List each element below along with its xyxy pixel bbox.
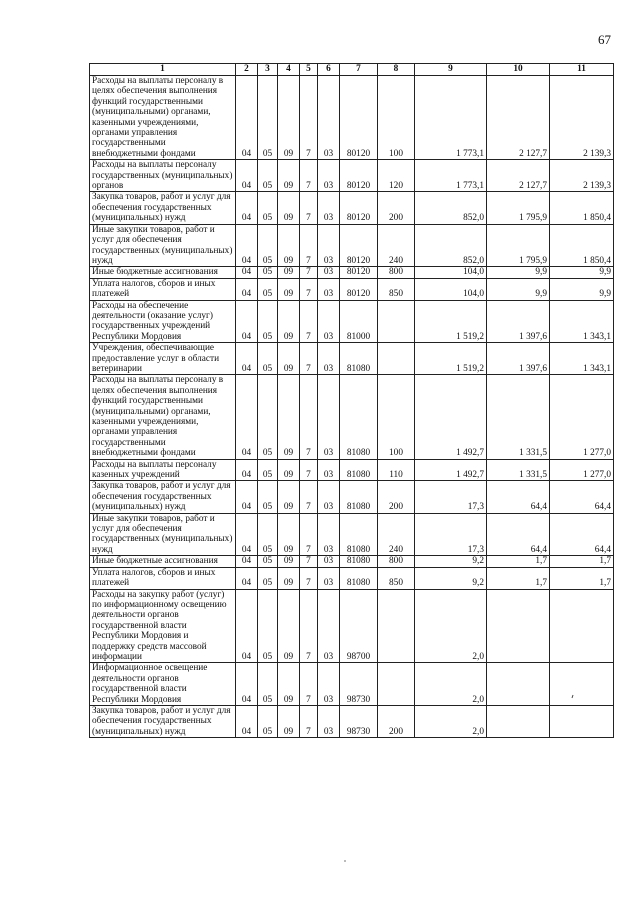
row-value-cell: 64,4 <box>487 481 550 513</box>
row-value-cell: 03 <box>318 224 340 267</box>
row-value-cell: 03 <box>318 705 340 737</box>
row-value-cell: 100 <box>378 375 415 459</box>
row-value-cell: 1 773,1 <box>415 160 487 192</box>
row-value-cell: 1 519,2 <box>415 300 487 343</box>
row-value-cell: 104,0 <box>415 278 487 300</box>
row-value-cell: 04 <box>236 567 258 589</box>
row-value-cell: 05 <box>258 589 278 663</box>
row-value-cell: 09 <box>278 481 300 513</box>
row-value-cell: 9,9 <box>550 278 614 300</box>
row-value-cell: 03 <box>318 513 340 556</box>
row-value-cell: 81000 <box>340 300 378 343</box>
row-value-cell: 05 <box>258 300 278 343</box>
page-number: 67 <box>598 32 611 47</box>
row-value-cell: 09 <box>278 513 300 556</box>
row-value-cell: 80120 <box>340 224 378 267</box>
row-value-cell: 04 <box>236 278 258 300</box>
row-value-cell: 7 <box>300 192 318 224</box>
row-value-cell: 98730 <box>340 705 378 737</box>
row-value-cell: 7 <box>300 567 318 589</box>
row-value-cell: 850 <box>378 278 415 300</box>
row-value-cell: 03 <box>318 481 340 513</box>
row-value-cell: 09 <box>278 76 300 160</box>
row-value-cell: 1 277,0 <box>550 459 614 481</box>
row-value-cell: 05 <box>258 278 278 300</box>
row-value-cell: 05 <box>258 160 278 192</box>
row-value-cell: 04 <box>236 192 258 224</box>
column-header: 5 <box>300 64 318 76</box>
row-value-cell: 05 <box>258 375 278 459</box>
row-value-cell: 03 <box>318 567 340 589</box>
row-value-cell: 104,0 <box>415 267 487 278</box>
row-value-cell: 2 127,7 <box>487 76 550 160</box>
row-value-cell: 7 <box>300 267 318 278</box>
row-value-cell: 03 <box>318 192 340 224</box>
column-header: 8 <box>378 64 415 76</box>
row-value-cell: 03 <box>318 343 340 375</box>
row-value-cell: 7 <box>300 375 318 459</box>
row-value-cell: 1 795,9 <box>487 192 550 224</box>
row-value-cell: 05 <box>258 567 278 589</box>
row-value-cell: 240 <box>378 513 415 556</box>
row-label-cell: Информационное освещение деятельности органов государственной власти Республики Мордовия <box>90 663 236 706</box>
row-value-cell: 04 <box>236 481 258 513</box>
row-value-cell: 81080 <box>340 481 378 513</box>
row-value-cell: 1 519,2 <box>415 343 487 375</box>
row-label-cell: Расходы на закупку работ (услуг) по информационному освещению деятельности органов государственной власти Республики Мордовия и поддержку средств массовой информации <box>90 589 236 663</box>
row-value-cell: 7 <box>300 160 318 192</box>
row-value-cell: 81080 <box>340 556 378 567</box>
row-value-cell: 9,2 <box>415 567 487 589</box>
row-value-cell: 80120 <box>340 160 378 192</box>
column-header: 6 <box>318 64 340 76</box>
row-value-cell: 80120 <box>340 192 378 224</box>
row-value-cell: 7 <box>300 224 318 267</box>
row-value-cell: 09 <box>278 224 300 267</box>
row-value-cell: 1 492,7 <box>415 459 487 481</box>
column-header: 7 <box>340 64 378 76</box>
row-value-cell: 05 <box>258 267 278 278</box>
row-value-cell: 05 <box>258 343 278 375</box>
row-value-cell: 05 <box>258 556 278 567</box>
row-value-cell: 05 <box>258 481 278 513</box>
row-value-cell: 17,3 <box>415 481 487 513</box>
row-value-cell: 05 <box>258 192 278 224</box>
stray-mark <box>572 695 573 698</box>
row-value-cell: 09 <box>278 589 300 663</box>
row-value-cell: 09 <box>278 375 300 459</box>
column-header: 10 <box>487 64 550 76</box>
row-value-cell: 1 397,6 <box>487 343 550 375</box>
row-value-cell: 7 <box>300 705 318 737</box>
row-value-cell: 09 <box>278 267 300 278</box>
row-value-cell: 1 343,1 <box>550 343 614 375</box>
row-value-cell: 200 <box>378 192 415 224</box>
row-value-cell: 09 <box>278 343 300 375</box>
column-header: 3 <box>258 64 278 76</box>
row-value-cell: 1 343,1 <box>550 300 614 343</box>
row-value-cell: 2 127,7 <box>487 160 550 192</box>
row-label-cell: Уплата налогов, сборов и иных платежей <box>90 567 236 589</box>
row-value-cell: 1 850,4 <box>550 224 614 267</box>
row-value-cell: 1 773,1 <box>415 76 487 160</box>
row-value-cell: 03 <box>318 76 340 160</box>
row-value-cell: 05 <box>258 705 278 737</box>
row-value-cell: 852,0 <box>415 192 487 224</box>
row-value-cell: 850 <box>378 567 415 589</box>
row-value-cell: 04 <box>236 663 258 706</box>
row-label-cell: Иные бюджетные ассигнования <box>90 267 236 278</box>
column-header: 9 <box>415 64 487 76</box>
row-value-cell: 04 <box>236 705 258 737</box>
row-value-cell: 200 <box>378 481 415 513</box>
row-value-cell: 09 <box>278 663 300 706</box>
row-value-cell: 04 <box>236 160 258 192</box>
row-value-cell: 7 <box>300 459 318 481</box>
row-value-cell: 80120 <box>340 278 378 300</box>
row-value-cell: 9,9 <box>487 278 550 300</box>
row-value-cell: 03 <box>318 663 340 706</box>
row-value-cell: 2,0 <box>415 589 487 663</box>
row-label-cell: Расходы на выплаты персоналу в целях обеспечения выполнения функций государственными (муниципальными) органами, казенными учреждениями, органами управления государственными внебюджетными фондами <box>90 76 236 160</box>
row-value-cell: 1 492,7 <box>415 375 487 459</box>
row-value-cell: 7 <box>300 663 318 706</box>
row-value-cell: 05 <box>258 76 278 160</box>
row-value-cell: 03 <box>318 300 340 343</box>
row-value-cell: 05 <box>258 224 278 267</box>
row-value-cell: 1,7 <box>550 567 614 589</box>
column-header: 2 <box>236 64 258 76</box>
row-value-cell: 240 <box>378 224 415 267</box>
row-label-cell: Расходы на выплаты персоналу государственных (муниципальных) органов <box>90 160 236 192</box>
row-value-cell: 04 <box>236 76 258 160</box>
row-value-cell: 2,0 <box>415 705 487 737</box>
row-value-cell: 09 <box>278 567 300 589</box>
row-value-cell: 9,2 <box>415 556 487 567</box>
row-value-cell: 1 795,9 <box>487 224 550 267</box>
row-label-cell: Закупка товаров, работ и услуг для обеспечения государственных (муниципальных) нужд <box>90 705 236 737</box>
row-value-cell: 03 <box>318 556 340 567</box>
row-value-cell: 100 <box>378 76 415 160</box>
row-value-cell: 04 <box>236 375 258 459</box>
row-value-cell: 7 <box>300 76 318 160</box>
row-value-cell: 03 <box>318 160 340 192</box>
row-value-cell: 03 <box>318 589 340 663</box>
row-value-cell: 03 <box>318 267 340 278</box>
row-value-cell: 09 <box>278 705 300 737</box>
column-header: 11 <box>550 64 614 76</box>
row-label-cell: Расходы на выплаты персоналу в целях обеспечения выполнения функций государственными (муниципальными) органами, казенными учреждениями, органами управления государственными внебюджетными фондами <box>90 375 236 459</box>
row-value-cell: 81080 <box>340 459 378 481</box>
row-value-cell: 9,9 <box>487 267 550 278</box>
row-value-cell: 03 <box>318 375 340 459</box>
row-value-cell: 64,4 <box>550 481 614 513</box>
row-value-cell: 1 331,5 <box>487 459 550 481</box>
row-value-cell: 09 <box>278 300 300 343</box>
row-label-cell: Иные бюджетные ассигнования <box>90 556 236 567</box>
row-label-cell: Расходы на выплаты персоналу казенных учреждений <box>90 459 236 481</box>
row-value-cell: 7 <box>300 343 318 375</box>
row-value-cell: 98700 <box>340 589 378 663</box>
row-label-cell: Расходы на обеспечение деятельности (оказание услуг) государственных учреждений Республики Мордовия <box>90 300 236 343</box>
row-value-cell: 04 <box>236 513 258 556</box>
row-value-cell: 1 277,0 <box>550 375 614 459</box>
row-value-cell: 81080 <box>340 375 378 459</box>
row-value-cell: 81080 <box>340 343 378 375</box>
row-value-cell: 05 <box>258 459 278 481</box>
row-value-cell: 2 139,3 <box>550 160 614 192</box>
row-value-cell: 200 <box>378 705 415 737</box>
row-label-cell: Иные закупки товаров, работ и услуг для обеспечения государственных (муниципальных) нужд <box>90 513 236 556</box>
row-value-cell: 05 <box>258 513 278 556</box>
row-value-cell: 04 <box>236 300 258 343</box>
column-header: 4 <box>278 64 300 76</box>
row-value-cell: 09 <box>278 192 300 224</box>
row-value-cell: 1 331,5 <box>487 375 550 459</box>
row-label-cell: Учреждения, обеспечивающие предоставление услуг в области ветеринарии <box>90 343 236 375</box>
row-value-cell: 1,7 <box>487 567 550 589</box>
row-value-cell: 80120 <box>340 267 378 278</box>
row-value-cell: 81080 <box>340 567 378 589</box>
row-value-cell: 7 <box>300 513 318 556</box>
row-value-cell: 80120 <box>340 76 378 160</box>
row-value-cell: 1 397,6 <box>487 300 550 343</box>
row-label-cell: Иные закупки товаров, работ и услуг для обеспечения государственных (муниципальных) нужд <box>90 224 236 267</box>
row-value-cell: 7 <box>300 278 318 300</box>
row-value-cell: 1,7 <box>487 556 550 567</box>
row-value-cell: 7 <box>300 300 318 343</box>
row-value-cell: 110 <box>378 459 415 481</box>
row-value-cell: 81080 <box>340 513 378 556</box>
row-value-cell: 7 <box>300 556 318 567</box>
row-value-cell: 120 <box>378 160 415 192</box>
row-value-cell: 04 <box>236 556 258 567</box>
row-value-cell: 09 <box>278 278 300 300</box>
row-value-cell: 9,9 <box>550 267 614 278</box>
row-value-cell: 64,4 <box>487 513 550 556</box>
row-value-cell: 852,0 <box>415 224 487 267</box>
row-value-cell: 2 139,3 <box>550 76 614 160</box>
column-header: 1 <box>90 64 236 76</box>
row-value-cell: 09 <box>278 556 300 567</box>
row-value-cell: 800 <box>378 556 415 567</box>
row-label-cell: Уплата налогов, сборов и иных платежей <box>90 278 236 300</box>
row-value-cell: 98730 <box>340 663 378 706</box>
row-value-cell: 2,0 <box>415 663 487 706</box>
row-value-cell: 1 850,4 <box>550 192 614 224</box>
row-label-cell: Закупка товаров, работ и услуг для обеспечения государственных (муниципальных) нужд <box>90 481 236 513</box>
row-value-cell: 09 <box>278 160 300 192</box>
row-value-cell: 04 <box>236 459 258 481</box>
row-value-cell: 1,7 <box>550 556 614 567</box>
row-value-cell: 04 <box>236 267 258 278</box>
row-value-cell: 800 <box>378 267 415 278</box>
row-value-cell: 04 <box>236 343 258 375</box>
row-value-cell: 03 <box>318 278 340 300</box>
row-value-cell: 09 <box>278 459 300 481</box>
row-label-cell: Закупка товаров, работ и услуг для обеспечения государственных (муниципальных) нужд <box>90 192 236 224</box>
row-value-cell: 05 <box>258 663 278 706</box>
row-value-cell: 7 <box>300 589 318 663</box>
row-value-cell: 64,4 <box>550 513 614 556</box>
row-value-cell: 03 <box>318 459 340 481</box>
row-value-cell: 04 <box>236 589 258 663</box>
row-value-cell: 04 <box>236 224 258 267</box>
row-value-cell: 7 <box>300 481 318 513</box>
row-value-cell: 17,3 <box>415 513 487 556</box>
